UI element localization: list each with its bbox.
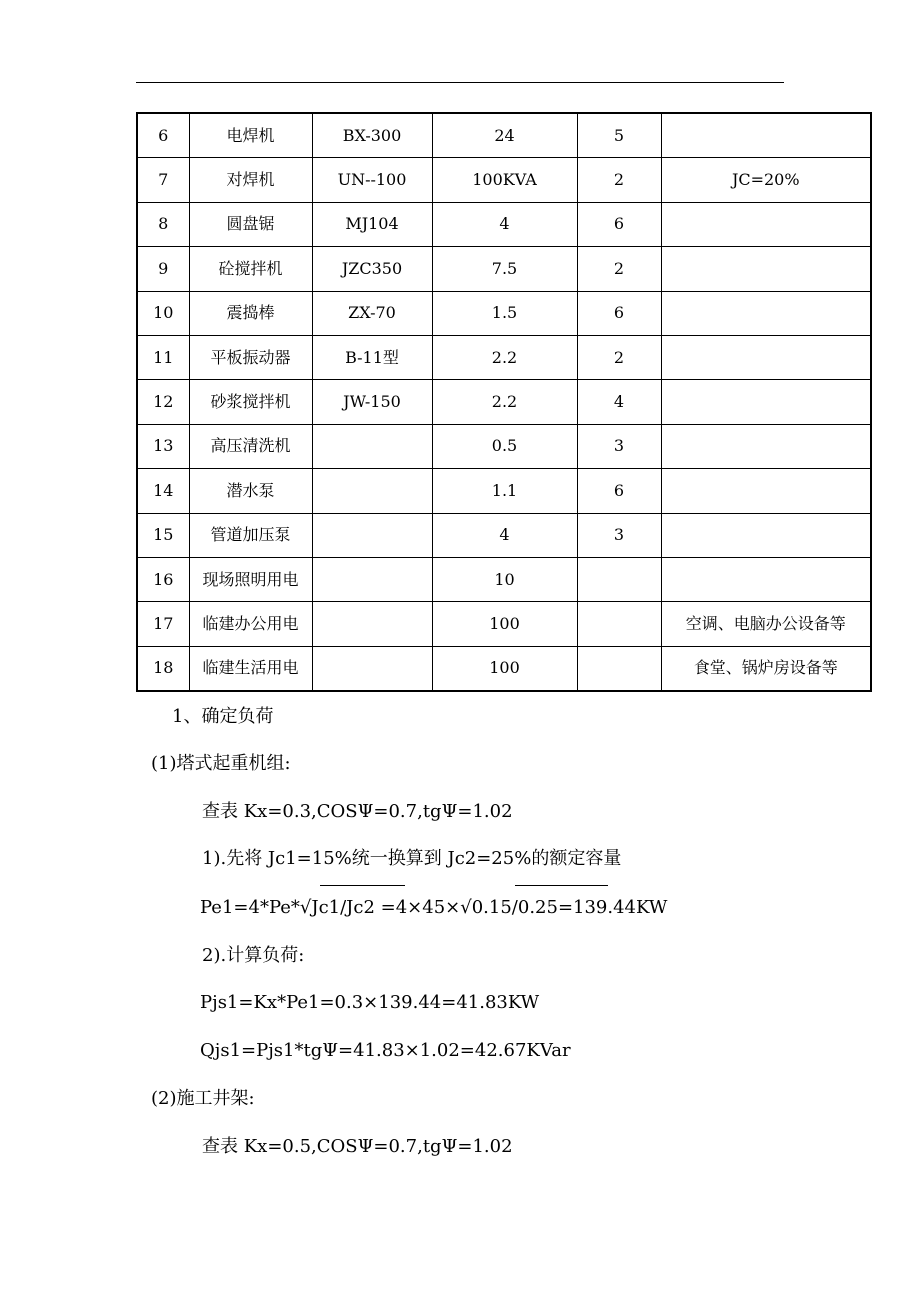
radical-overbar (320, 885, 405, 886)
table-row (137, 424, 871, 468)
note-cell (661, 513, 871, 557)
quantity-cell (577, 646, 661, 691)
note-cell: 空调、电脑办公设备等 (661, 602, 871, 646)
power-cell: 24 (432, 113, 577, 158)
power-cell: 2.2 (432, 335, 577, 379)
row-number-cell: 18 (137, 646, 189, 691)
row-number-cell: 14 (137, 469, 189, 513)
quantity-cell (577, 557, 661, 601)
model-cell: JZC350 (312, 247, 432, 291)
power-cell: 1.5 (432, 291, 577, 335)
step2-text: 2).计算负荷: (202, 945, 305, 966)
power-cell: 100KVA (432, 158, 577, 202)
quantity-cell: 2 (577, 335, 661, 379)
equipment-name-cell: 现场照明用电 (189, 557, 312, 601)
note-cell (661, 291, 871, 335)
section1-lookup: 查表 Kx=0.3,COSΨ=0.7,tgΨ=1.02 (202, 801, 513, 822)
table-row (137, 513, 871, 557)
power-cell: 10 (432, 557, 577, 601)
quantity-cell: 2 (577, 247, 661, 291)
quantity-cell: 6 (577, 469, 661, 513)
equipment-name-cell: 对焊机 (189, 158, 312, 202)
model-cell (312, 513, 432, 557)
step1-text: 1).先将 Jc1=15%统一换算到 Jc2=25%的额定容量 (202, 848, 622, 869)
note-cell: JC=20% (661, 158, 871, 202)
section2-title: (2)施工井架: (151, 1088, 255, 1109)
equipment-name-cell: 高压清洗机 (189, 424, 312, 468)
quantity-cell: 2 (577, 158, 661, 202)
model-cell (312, 424, 432, 468)
table-row (137, 646, 871, 691)
model-cell: UN--100 (312, 158, 432, 202)
equipment-name-cell: 砼搅拌机 (189, 247, 312, 291)
model-cell (312, 602, 432, 646)
note-cell (661, 113, 871, 158)
section-heading: 1、确定负荷 (172, 706, 274, 727)
model-cell: B-11型 (312, 335, 432, 379)
table-row (137, 602, 871, 646)
quantity-cell: 3 (577, 513, 661, 557)
table-row (137, 202, 871, 246)
model-cell (312, 557, 432, 601)
equipment-name-cell: 临建办公用电 (189, 602, 312, 646)
row-number-cell: 15 (137, 513, 189, 557)
radical-overbar (515, 885, 608, 886)
row-number-cell: 13 (137, 424, 189, 468)
section2-lookup: 查表 Kx=0.5,COSΨ=0.7,tgΨ=1.02 (202, 1136, 513, 1157)
row-number-cell: 7 (137, 158, 189, 202)
note-cell (661, 557, 871, 601)
power-cell: 100 (432, 602, 577, 646)
power-cell: 1.1 (432, 469, 577, 513)
model-cell: ZX-70 (312, 291, 432, 335)
formula-qjs1: Qjs1=Pjs1*tgΨ=41.83×1.02=42.67KVar (200, 1040, 571, 1061)
equipment-name-cell: 潜水泵 (189, 469, 312, 513)
equipment-name-cell: 平板振动器 (189, 335, 312, 379)
power-cell: 4 (432, 513, 577, 557)
power-cell: 4 (432, 202, 577, 246)
table-row (137, 557, 871, 601)
note-cell (661, 335, 871, 379)
table-row (137, 158, 871, 202)
quantity-cell: 6 (577, 202, 661, 246)
row-number-cell: 8 (137, 202, 189, 246)
formula-pe1: Pe1=4*Pe*√Jc1/Jc2 =4×45×√0.15/0.25=139.44KW (200, 897, 668, 918)
model-cell (312, 469, 432, 513)
power-cell: 0.5 (432, 424, 577, 468)
table-row (137, 247, 871, 291)
formula-pjs1: Pjs1=Kx*Pe1=0.3×139.44=41.83KW (200, 992, 540, 1013)
power-cell: 2.2 (432, 380, 577, 424)
quantity-cell: 6 (577, 291, 661, 335)
quantity-cell (577, 602, 661, 646)
row-number-cell: 17 (137, 602, 189, 646)
row-number-cell: 11 (137, 335, 189, 379)
section1-title: (1)塔式起重机组: (151, 753, 291, 774)
note-cell (661, 380, 871, 424)
model-cell: JW-150 (312, 380, 432, 424)
equipment-name-cell: 管道加压泵 (189, 513, 312, 557)
table-row (137, 291, 871, 335)
page-header-rule (136, 82, 784, 83)
note-cell (661, 469, 871, 513)
equipment-table-body (137, 113, 871, 691)
table-row (137, 335, 871, 379)
equipment-table (136, 112, 872, 692)
note-cell (661, 202, 871, 246)
equipment-name-cell: 震捣棒 (189, 291, 312, 335)
row-number-cell: 9 (137, 247, 189, 291)
equipment-name-cell: 临建生活用电 (189, 646, 312, 691)
quantity-cell: 4 (577, 380, 661, 424)
row-number-cell: 6 (137, 113, 189, 158)
model-cell: MJ104 (312, 202, 432, 246)
model-cell: BX-300 (312, 113, 432, 158)
quantity-cell: 3 (577, 424, 661, 468)
row-number-cell: 10 (137, 291, 189, 335)
note-cell (661, 247, 871, 291)
note-cell (661, 424, 871, 468)
note-cell: 食堂、锅炉房设备等 (661, 646, 871, 691)
power-cell: 7.5 (432, 247, 577, 291)
model-cell (312, 646, 432, 691)
equipment-name-cell: 电焊机 (189, 113, 312, 158)
table-row (137, 113, 871, 158)
quantity-cell: 5 (577, 113, 661, 158)
row-number-cell: 16 (137, 557, 189, 601)
equipment-name-cell: 圆盘锯 (189, 202, 312, 246)
table-row (137, 380, 871, 424)
power-cell: 100 (432, 646, 577, 691)
row-number-cell: 12 (137, 380, 189, 424)
table-row (137, 469, 871, 513)
equipment-name-cell: 砂浆搅拌机 (189, 380, 312, 424)
